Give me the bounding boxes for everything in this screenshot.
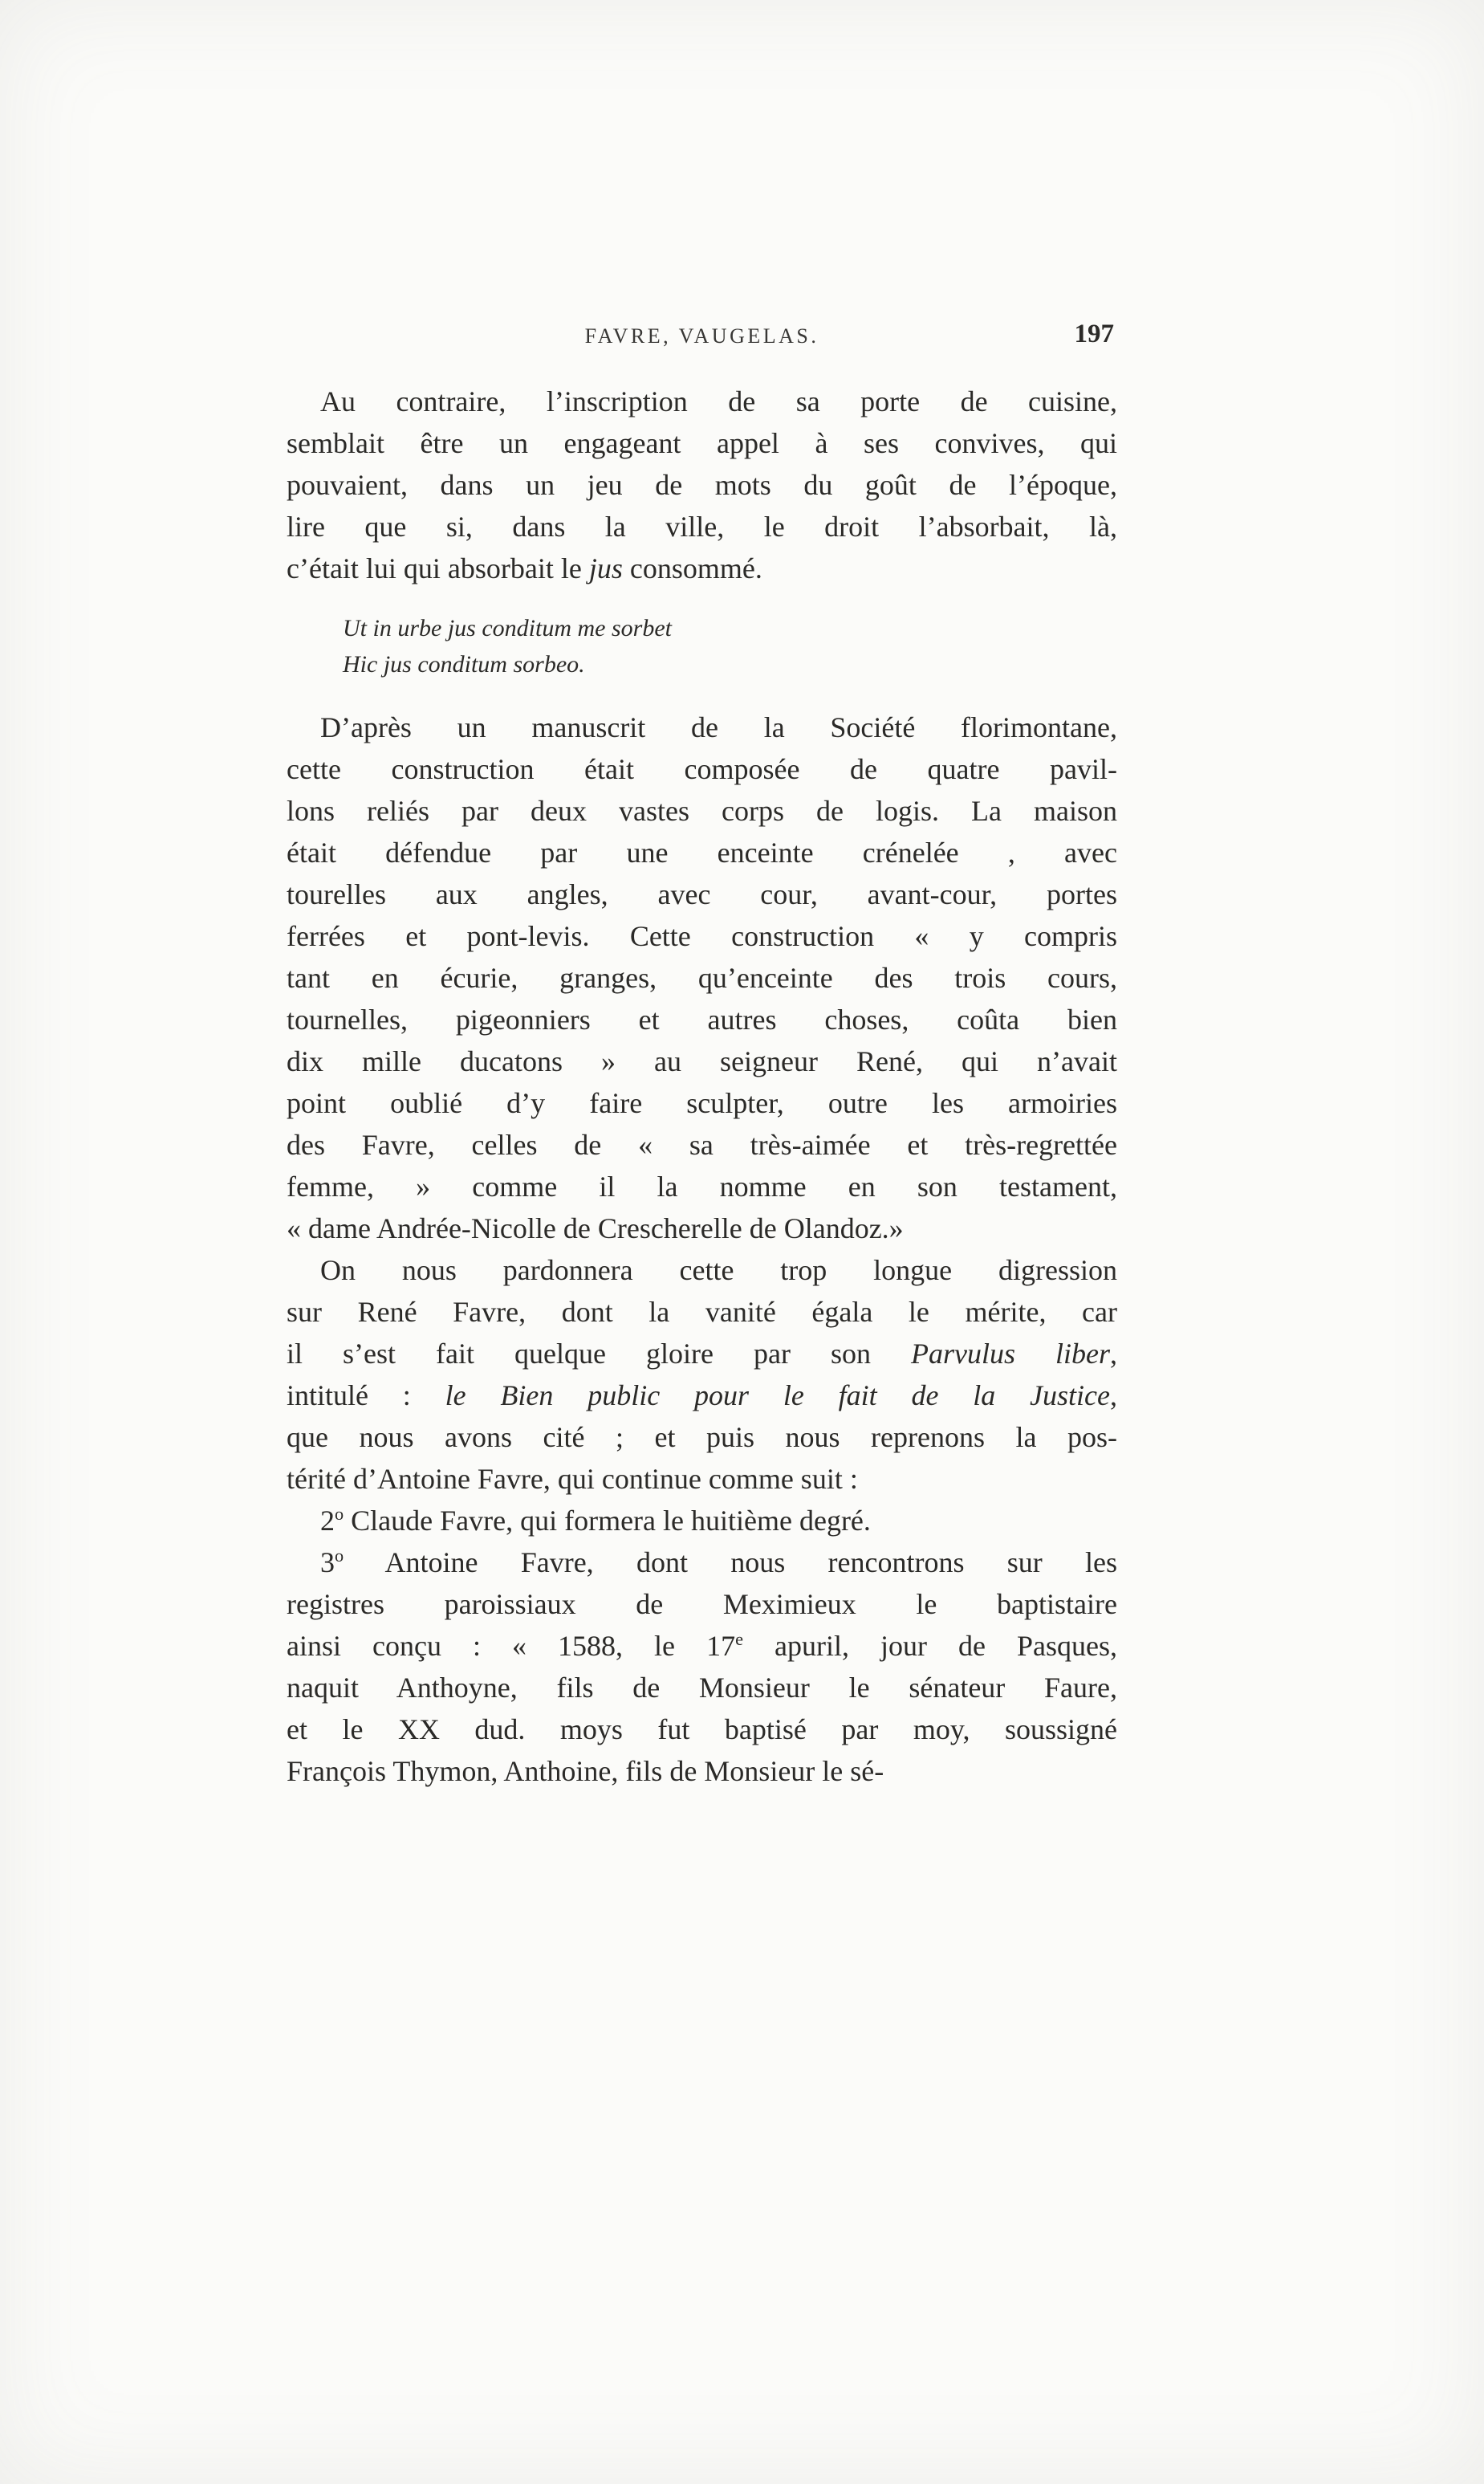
text-segment: o [335,1545,344,1566]
running-title: FAVRE, VAUGELAS. [584,324,819,348]
text-line [287,707,1117,748]
text-segment: lire que si, dans la ville, le droit l’absorbait, là, [287,511,1117,543]
text-line [287,748,1117,790]
text-segment: e [735,1629,743,1649]
text-line [287,1667,1117,1708]
text-line [287,422,1117,464]
paragraph [287,707,1117,1249]
text-line [287,957,1117,999]
text-line [287,506,1117,548]
text-segment: c’était lui qui absorbait le [287,552,589,584]
text-segment: Antoine Favre, dont nous rencontrons sur les [344,1546,1117,1578]
page-number: 197 [1074,320,1114,348]
text-line [287,1541,1117,1583]
text-segment: apuril, jour de Pasques, [742,1630,1118,1662]
text-segment: , [1110,1379,1117,1411]
text-segment: ferrées et pont-levis. Cette construction « y compris [287,920,1117,952]
text-line [287,832,1117,873]
text-line [287,873,1117,915]
text-line [287,464,1117,506]
text-line [287,1583,1117,1625]
text-segment: 3 [320,1546,335,1578]
text-line [343,610,1117,646]
text-segment: On nous pardonnera cette trop longue digression [320,1254,1117,1286]
text-line [287,1249,1117,1291]
text-segment: et le XX dud. moys fut baptisé par moy, soussigné [287,1713,1117,1745]
paragraph [287,1500,1117,1541]
text-segment: tant en écurie, granges, qu’enceinte des trois cours, [287,962,1117,994]
text-segment: cette construction était composée de quatre pavil- [287,753,1117,785]
text-segment: D’après un manuscrit de la Société florimontane, [320,711,1117,743]
text-line [287,1625,1117,1667]
text-segment: Au contraire, l’inscription de sa porte de cuisine, [320,385,1117,417]
text-segment: ainsi conçu : « 1588, le 17 [287,1630,736,1662]
text-segment: 2 [320,1505,335,1537]
text-segment: il s’est fait quelque gloire par son [287,1338,911,1370]
text-segment: des Favre, celles de « sa très-aimée et très-regrettée [287,1129,1117,1161]
text-line [287,1291,1117,1333]
text-segment: tournelles, pigeonniers et autres choses, coûta bien [287,1004,1117,1036]
text-line [287,1166,1117,1207]
text-line [287,1082,1117,1124]
text-segment: Parvulus liber [911,1338,1110,1370]
text-segment: registres paroissiaux de Meximieux le baptistaire [287,1588,1117,1620]
text-line [287,381,1117,422]
text-segment: sur René Favre, dont la vanité égala le mérite, car [287,1296,1117,1328]
text-segment: tourelles aux angles, avec cour, avant-cour, portes [287,878,1117,910]
text-segment: était défendue par une enceinte crénelée , avec [287,837,1117,869]
text-segment: Ut in urbe jus conditum me sorbet [343,615,672,641]
text-line [287,1207,1117,1249]
text-line [287,1416,1117,1458]
text-line [287,1374,1117,1416]
text-segment: femme, » comme il la nomme en son testament, [287,1171,1117,1203]
text-segment: point oublié d’y faire sculpter, outre les armoiries [287,1087,1117,1119]
paragraph [287,1249,1117,1500]
text-segment: , [1110,1338,1117,1370]
verse-quote [343,610,1117,682]
text-line [287,1124,1117,1166]
text-segment: Hic jus conditum sorbeo. [343,651,585,678]
text-line [287,1333,1117,1374]
text-segment: « dame Andrée-Nicolle de Crescherelle de Olandoz.» [287,1212,904,1244]
text-line [343,646,1117,682]
text-line [287,1458,1117,1500]
text-line [287,1040,1117,1082]
text-line [287,1500,1117,1541]
text-line [287,915,1117,957]
text-segment: o [335,1504,344,1524]
text-segment: pouvaient, dans un jeu de mots du goût de l’époque, [287,469,1117,501]
text-line [287,999,1117,1040]
paragraph [287,1541,1117,1792]
text-line [287,1750,1117,1792]
text-segment: lons reliés par deux vastes corps de logis. La maison [287,795,1117,827]
text-segment: que nous avons cité ; et puis nous reprenons la pos- [287,1421,1117,1453]
text-segment: jus [588,552,623,584]
text-line [287,790,1117,832]
text-segment: François Thymon, Anthoine, fils de Monsieur le sé- [287,1755,884,1787]
text-segment: intitulé : [287,1379,445,1411]
text-segment: le Bien public pour le fait de la Justice [445,1379,1110,1411]
text-block [287,381,1117,1792]
text-segment: semblait être un engageant appel à ses convives, qui [287,427,1117,459]
text-segment: consommé. [622,552,762,584]
text-segment: térité d’Antoine Favre, qui continue comme suit : [287,1463,858,1495]
paragraph [287,381,1117,589]
page-header [287,320,1117,355]
text-segment: dix mille ducatons » au seigneur René, qui n’avait [287,1045,1117,1077]
text-segment: Claude Favre, qui formera le huitième degré. [344,1505,871,1537]
text-line [287,548,1117,589]
text-segment: naquit Anthoyne, fils de Monsieur le sénateur Faure, [287,1672,1117,1704]
text-line [287,1708,1117,1750]
